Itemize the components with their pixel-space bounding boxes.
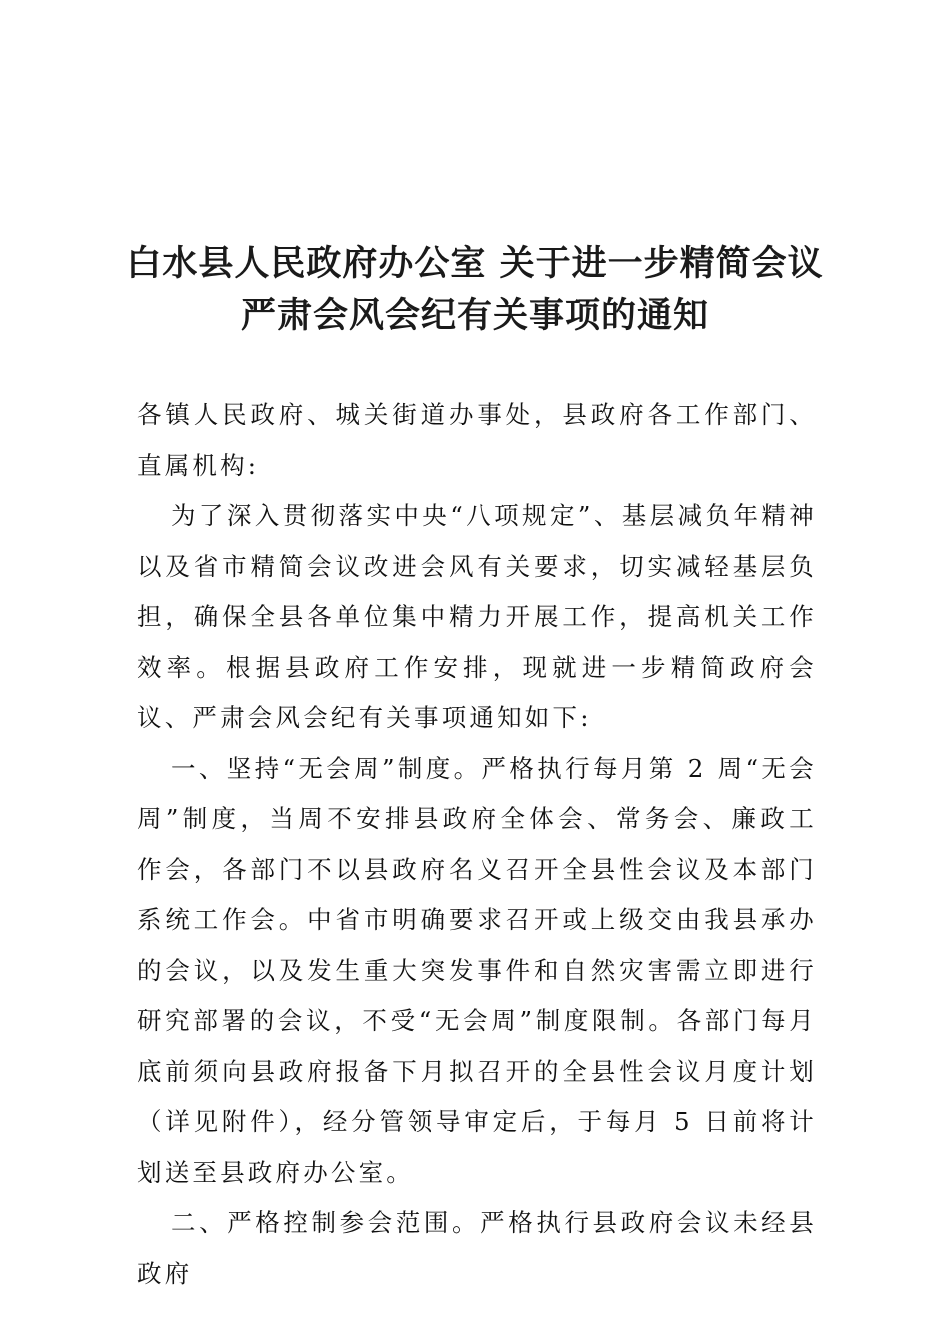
title-line-1: 白水县人民政府办公室 关于进一步精简会议 (126, 243, 824, 284)
paragraph-item-2: 二、严格控制参会范围。严格执行县政府会议未经县政府 (137, 1208, 817, 1288)
addressee: 各镇人民政府、城关街道办事处，县政府各工作部门、直属机构: (137, 400, 817, 480)
paragraph-intro: 为了深入贯彻落实中央“八项规定”、基层减负年精神以及省市精简会议改进会风有关要求，切实减轻基层负担，确保全县各单位集中精力开展工作，提高机关工作效率。根据县政府工作安排，现就进一步精简政府会议、严肃会风会纪有关事项通知如下: (137, 501, 817, 732)
document-body (137, 390, 817, 1299)
paragraph-item-1: 一、坚持“无会周”制度。严格执行每月第 2 周“无会周”制度，当周不安排县政府全体会、常务会、廉政工作会，各部门不以县政府名义召开全县性会议及本部门系统工作会。中省市明确要求召开或上级交由我县承办的会议，以及发生重大突发事件和自然灾害需立即进行研究部署的会议，不受“无会周”制度限制。各部门每月底前须向县政府报备下月拟召开的全县性会议月度计划（详见附件），经分管领导审定后，于每月 5 日前将计划送至县政府办公室。 (137, 753, 817, 1187)
title-line-2: 严肃会风会纪有关事项的通知 (240, 295, 709, 336)
document-title (0, 238, 950, 342)
